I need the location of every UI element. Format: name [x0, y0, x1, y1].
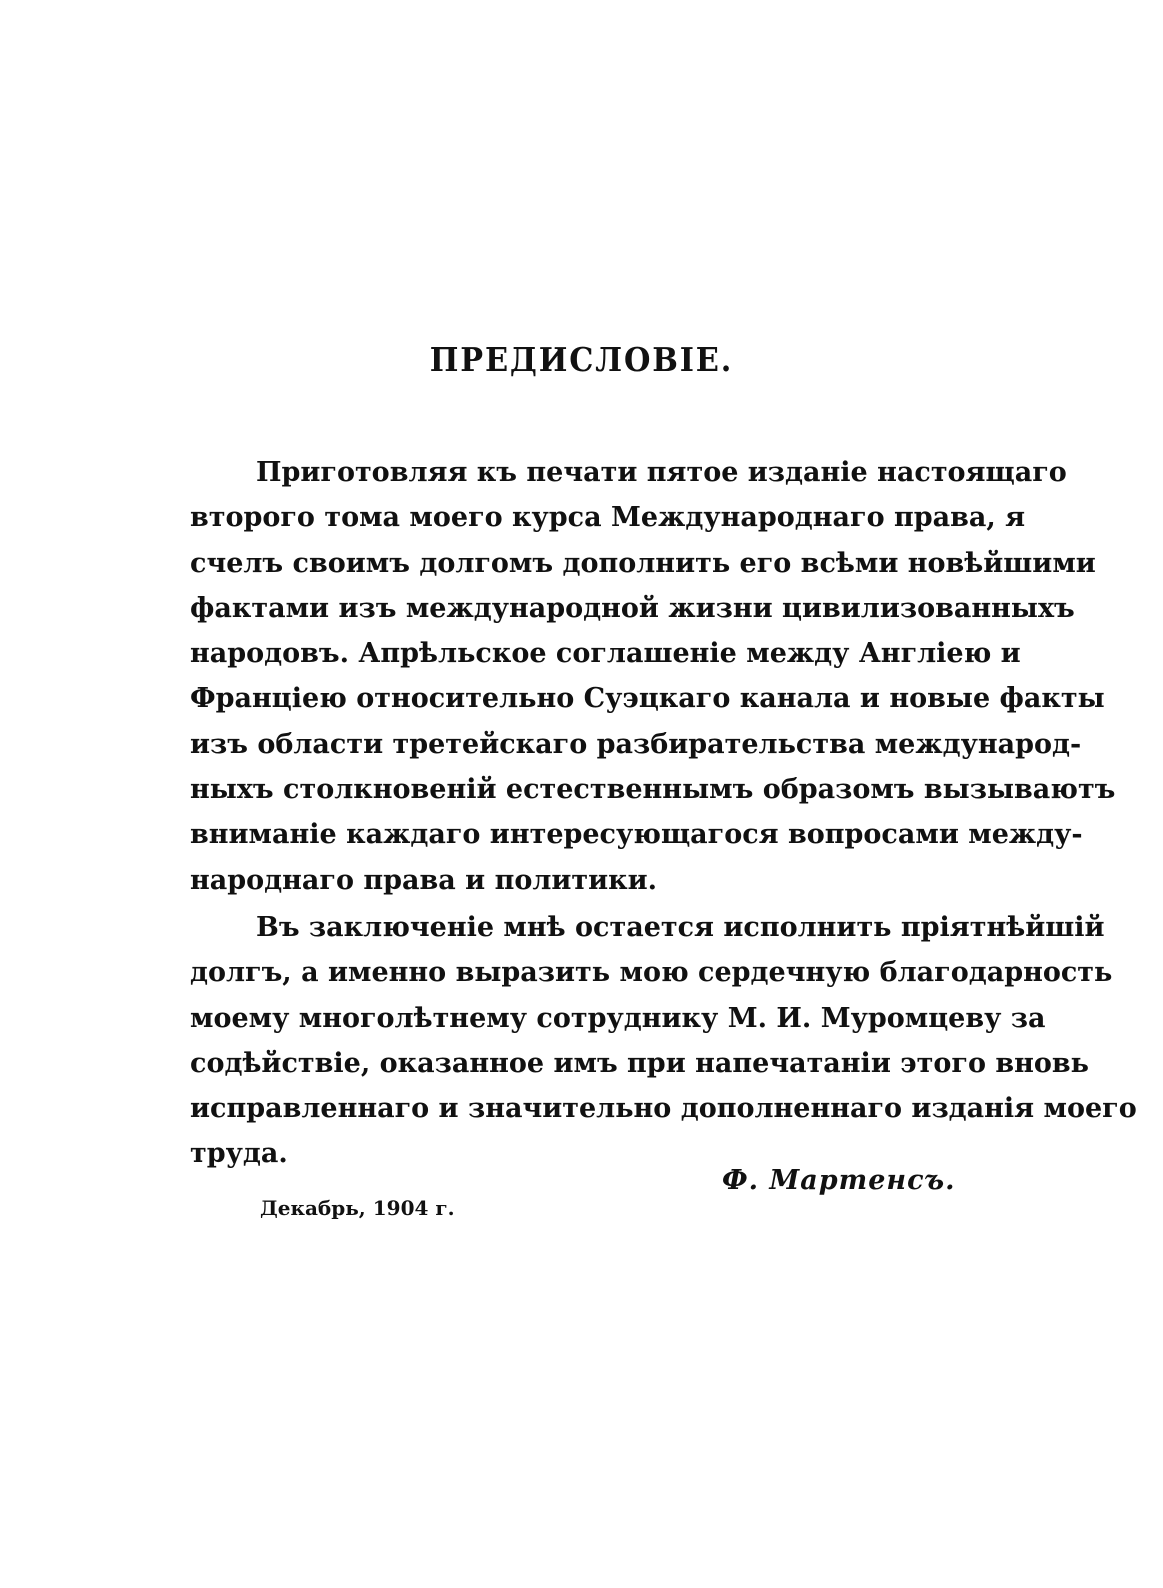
- paragraph-2-line-2: долгъ, а именно выразить мою сердечную благодарность: [190, 957, 1113, 989]
- preface-body: [190, 450, 1137, 1177]
- paragraph-2-line-1: Въ заключеніе мнѣ остается исполнить пріятнѣйшій: [256, 911, 1105, 943]
- paragraph-1-line-1: Приготовляя къ печати пятое изданіе настоящаго: [256, 457, 1067, 488]
- paragraph-1-line-5: народовъ. Апрѣльское соглашеніе между Англіею и: [190, 638, 1021, 670]
- paragraph-2-line-5: исправленнаго и значительно дополненнаго изданія моего: [190, 1093, 1137, 1125]
- paragraph-2-line-6: труда.: [190, 1138, 288, 1170]
- paragraph-2-line-3: моему многолѣтнему сотруднику М. И. Муромцеву за: [190, 1002, 1046, 1034]
- paragraph-2-line-4: содѣйствіе, оказанное имъ при напечатаніи этого вновь: [190, 1047, 1089, 1079]
- paragraph-1-line-2: второго тома моего курса Международнаго права, я: [190, 502, 1026, 534]
- paragraph-1-line-4: фактами изъ международной жизни цивилизованныхъ: [190, 592, 1075, 624]
- author-signature: Ф. Мартенсъ.: [722, 1165, 956, 1196]
- paragraph-1-line-10: народнаго права и политики.: [190, 864, 658, 896]
- paragraph-1-line-8: ныхъ столкновеній естественнымъ образомъ вызываютъ: [190, 774, 1116, 806]
- preface-date: Декабрь, 1904 г.: [260, 1196, 455, 1220]
- paragraph-1-line-7: изъ области третейскаго разбирательства международ-: [190, 728, 1082, 760]
- page-title: ПРЕДИСЛОВІЕ.: [429, 340, 734, 379]
- paragraph-1-line-9: вниманіе каждаго интересующагося вопросами между-: [190, 819, 1083, 851]
- paragraph-1-line-6: Францiею относительно Суэцкаго канала и новые факты: [190, 683, 1105, 715]
- paragraph-1-line-3: счелъ своимъ долгомъ дополнить его всѣми новѣйшими: [190, 547, 1096, 579]
